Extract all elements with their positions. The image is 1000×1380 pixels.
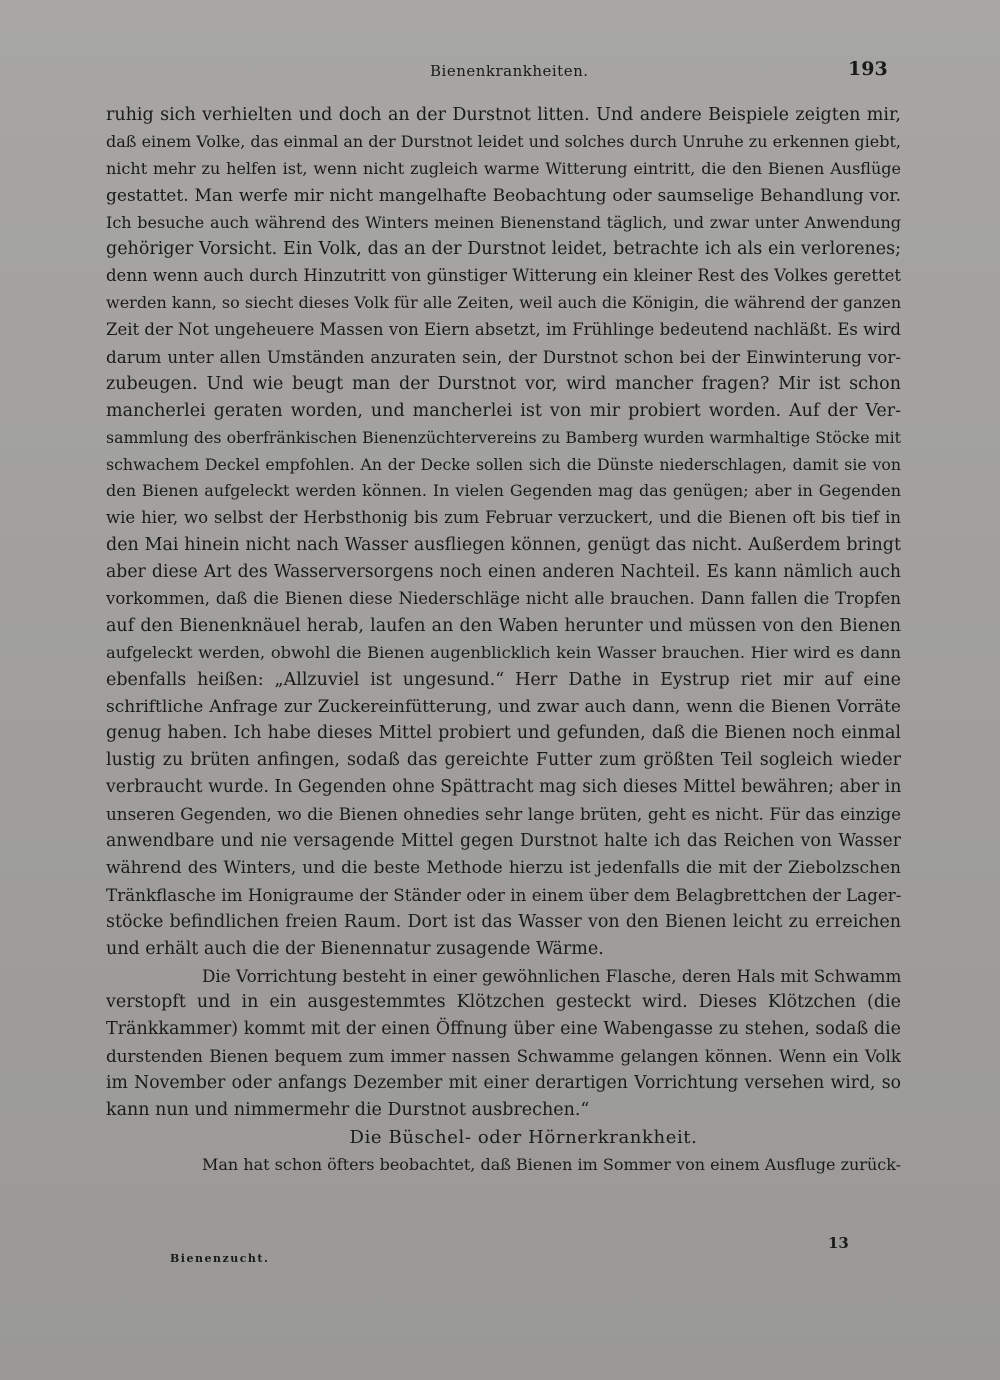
section-heading: Die Büschel- oder Hörnerkrankheit.: [349, 1126, 698, 1148]
text-line: nicht mehr zu helfen ist, wenn nicht zugleich warme Witterung eintritt, die den Bienen Ausflüge: [106, 158, 901, 178]
text-line: daß einem Volke, das einmal an der Durstnot leidet und solches durch Unruhe zu erkennen giebt,: [106, 131, 901, 151]
text-line: mancherlei geraten worden, und mancherlei ist von mir probiert worden. Auf der Ver-: [106, 400, 901, 421]
text-block: [106, 102, 901, 1179]
text-line: anwendbare und nie versagende Mittel gegen Durstnot halte ich das Reichen von Wasser: [106, 831, 901, 852]
text-line: Zeit der Not ungeheuere Massen von Eiern absetzt, im Frühlinge bedeutend nachläßt. Es wird: [106, 320, 901, 340]
text-line: Die Vorrichtung besteht in einer gewöhnlichen Flasche, deren Hals mit Schwamm: [202, 965, 901, 986]
signature-mark: Bienenzucht.: [170, 1252, 270, 1265]
text-line: unseren Gegenden, wo die Bienen ohnedies sehr lange brüten, geht es nicht. Für das einzige: [106, 804, 901, 825]
text-line: schriftliche Anfrage zur Zuckereinfütterung, und zwar auch dann, wenn die Bienen Vorräte: [106, 696, 901, 717]
text-line: den Bienen aufgeleckt werden können. In vielen Gegenden mag das genügen; aber in Gegenden: [106, 481, 901, 501]
text-line: Man hat schon öfters beobachtet, daß Bienen im Sommer von einem Ausfluge zurück-: [202, 1154, 901, 1174]
text-line: zubeugen. Und wie beugt man der Durstnot vor, wird mancher fragen? Mir ist schon: [106, 373, 901, 394]
text-line: kann nun und nimmermehr die Durstnot ausbrechen.“: [106, 1099, 590, 1120]
text-line: den Mai hinein nicht nach Wasser ausfliegen können, genügt das nicht. Außerdem bringt: [106, 535, 901, 556]
text-line: aber diese Art des Wasserversorgens noch einen anderen Nachteil. Es kann nämlich auch: [106, 562, 901, 583]
paragraph-continued: [106, 102, 901, 963]
text-line: auf den Bienenknäuel herab, laufen an den Waben herunter und müssen von den Bienen: [106, 615, 901, 636]
sheet-number: 13: [828, 1234, 849, 1252]
text-line: Tränkflasche im Honigraume der Ständer oder in einem über dem Belagbrettchen der Lager-: [106, 884, 901, 905]
text-line: denn wenn auch durch Hinzutritt von günstiger Witterung ein kleiner Rest des Volkes gerettet: [106, 266, 901, 286]
text-line: Ich besuche auch während des Winters meinen Bienenstand täglich, und zwar unter Anwendung: [106, 212, 901, 232]
text-line: schwachem Deckel empfohlen. An der Decke sollen sich die Dünste niederschlagen, damit sie von: [106, 454, 901, 474]
text-line: werden kann, so siecht dieses Volk für alle Zeiten, weil auch die Königin, die während der ganzen: [106, 293, 901, 313]
text-line: während des Winters, und die beste Methode hierzu ist jedenfalls die mit der Ziebolzschen: [106, 857, 901, 878]
text-line: stöcke befindlichen freien Raum. Dort ist das Wasser von den Bienen leicht zu erreichen: [106, 911, 901, 932]
text-line: wie hier, wo selbst der Herbsthonig bis zum Februar verzuckert, und die Bienen oft bis tief in: [106, 508, 901, 528]
page-footer: [0, 1230, 1000, 1270]
text-line: verstopft und in ein ausgestemmtes Klötzchen gesteckt wird. Dieses Klötzchen (die: [106, 992, 901, 1013]
text-line: im November oder anfangs Dezember mit einer derartigen Vorrichtung versehen wird, so: [106, 1073, 901, 1094]
running-title: Bienenkrankheiten.: [430, 62, 589, 80]
text-line: durstenden Bienen bequem zum immer nassen Schwamme gelangen können. Wenn ein Volk: [106, 1046, 901, 1067]
text-line: gehöriger Vorsicht. Ein Volk, das an der Durstnot leidet, betrachte ich als ein verlorenes;: [106, 239, 901, 260]
text-line: vorkommen, daß die Bienen diese Niederschläge nicht alle brauchen. Dann fallen die Tropfen: [106, 589, 901, 609]
running-head: [0, 58, 1000, 88]
paragraph-new-section: [106, 1152, 901, 1179]
text-line: gestattet. Man werfe mir nicht mangelhafte Beobachtung oder saumselige Behandlung vor.: [106, 185, 901, 206]
text-line: ruhig sich verhielten und doch an der Durstnot litten. Und andere Beispiele zeigten mir,: [106, 105, 901, 125]
text-line: lustig zu brüten anfingen, sodaß das gereichte Futter zum größten Teil sogleich wieder: [106, 750, 901, 771]
text-line: sammlung des oberfränkischen Bienenzüchtervereins zu Bamberg wurden warmhaltige Stöcke mit: [106, 427, 901, 447]
paragraph-quote-end: [106, 963, 901, 1124]
text-line: ebenfalls heißen: „Allzuviel ist ungesund.“ Herr Dathe in Eystrup riet mir auf eine: [106, 669, 901, 690]
text-line: aufgeleckt werden, obwohl die Bienen augenblicklich kein Wasser brauchen. Hier wird es dann: [106, 642, 901, 662]
page-number: 193: [848, 58, 888, 80]
text-line: genug haben. Ich habe dieses Mittel probiert und gefunden, daß die Bienen noch einmal: [106, 723, 901, 744]
text-line: Tränkkammer) kommt mit der einen Öffnung über eine Wabengasse zu stehen, sodaß die: [106, 1019, 901, 1040]
text-line: und erhält auch die der Bienennatur zusagende Wärme.: [106, 938, 604, 959]
text-line: darum unter allen Umständen anzuraten sein, der Durstnot schon bei der Einwinterung vor-: [106, 347, 901, 368]
text-line: verbraucht wurde. In Gegenden ohne Spättracht mag sich dieses Mittel bewähren; aber in: [106, 777, 901, 798]
